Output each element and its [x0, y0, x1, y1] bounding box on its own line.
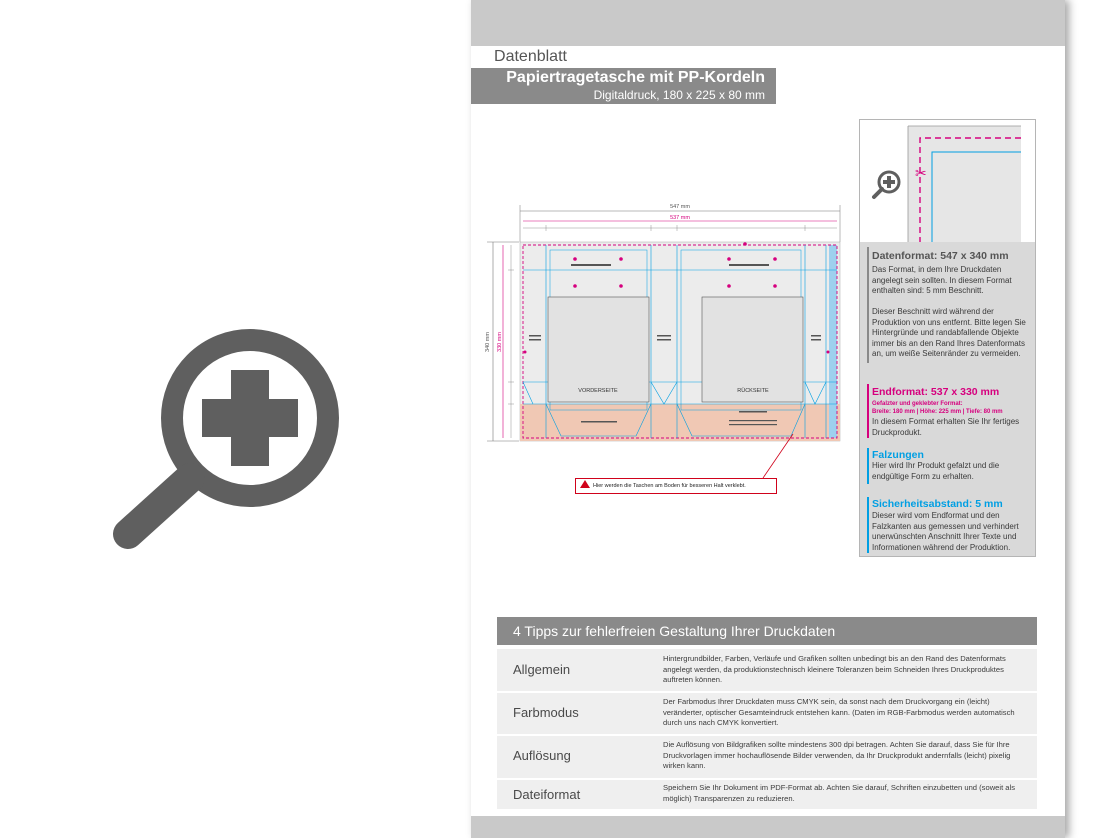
falzungen-marker [867, 448, 869, 484]
endformat-sub2: Breite: 180 mm | Höhe: 225 mm | Tiefe: 80 mm [872, 409, 1003, 415]
tip-row-aufloesung [497, 736, 1037, 780]
warning-text: Hier werden die Taschen am Boden für besseren Halt verklebt. [593, 483, 746, 489]
falzungen-title: Falzungen [872, 449, 924, 461]
tip-label: Auflösung [513, 748, 571, 763]
zoom-preview [860, 120, 1035, 242]
tip-text: Hintergrundbilder, Farben, Verläufe und Grafiken sollten unbedingt bis an den Rand des Datenformats angelegt werden, da produktionstechnisch kleinere Toleranzen beim Schneiden Ihres Druckproduktes auftreten können. [663, 654, 1006, 684]
sicherheit-marker [867, 497, 869, 553]
falzungen-text: Hier wird Ihr Produkt gefalzt und die endgültige Form zu erhalten. [872, 461, 1000, 481]
zoom-in-icon[interactable] [100, 320, 360, 552]
warning-icon [580, 480, 590, 488]
glue-warning-note [575, 478, 777, 494]
datenformat-marker [867, 247, 869, 363]
info-panel [859, 119, 1036, 557]
product-subtitle: Digitaldruck, 180 x 225 x 80 mm [593, 88, 765, 102]
endformat-marker [867, 384, 869, 438]
tips-heading: 4 Tipps zur fehlerfreien Gestaltung Ihrer Druckdaten [497, 617, 1037, 645]
datenformat-title: Datenformat: 547 x 340 mm [872, 250, 1009, 262]
dim-height-total: 340 mm [485, 332, 491, 352]
zoom-in-icon[interactable] [870, 168, 904, 202]
sicherheit-text: Dieser wird vom Endformat und den Falzkanten aus gemessen und verhindert unerwünschten Anschnitt Ihrer Texte und Informationen während der Produktion. [872, 511, 1019, 552]
page-header-band [471, 0, 1065, 46]
sicherheit-title: Sicherheitsabstand: 5 mm [872, 498, 1003, 510]
datenformat-text: Das Format, in dem Ihre Druckdaten angelegt sein sollten. In diesem Format enthalten sind: 5 mm Beschnitt. [872, 265, 1012, 295]
tip-text: Speichern Sie Ihr Dokument im PDF-Format ab. Achten Sie darauf, Schriften einzubetten und (soweit als möglich) Transparenzen zu reduzieren. [663, 783, 1016, 803]
scissors-icon: ✂ [915, 166, 927, 182]
datenformat-text-2: Dieser Beschnitt wird während der Produktion von uns entfernt. Bitte legen Sie Hintergründe und randabfallende Objekte immer bis an den Rand Ihres Datenformats an, um weiße Seitenränder zu vermeiden. [872, 307, 1026, 358]
tip-label: Dateiformat [513, 787, 581, 802]
tip-row-farbmodus [497, 693, 1037, 736]
tip-row-dateiformat [497, 780, 1037, 811]
title-bar [471, 68, 776, 104]
datenblatt-tab: Datenblatt [471, 46, 590, 68]
dim-height-end: 330 mm [497, 332, 503, 352]
back-side-label: RÜCKSEITE [737, 388, 769, 394]
endformat-title: Endformat: 537 x 330 mm [872, 386, 1000, 398]
page-footer-band [471, 816, 1065, 838]
tip-text: Der Farbmodus Ihrer Druckdaten muss CMYK sein, da sonst nach dem Druckvorgang ein (leicht) veränderter, optischer Gesamteindruck entstehen kann. (Daten im RGB-Farbmodus werden automatisch durch uns nach CMYK konvertiert. [663, 697, 1015, 727]
tip-label: Allgemein [513, 662, 571, 677]
product-title: Papiertragetasche mit PP-Kordeln [506, 69, 765, 86]
front-side-label: VORDERSEITE [578, 388, 618, 394]
tip-text: Die Auflösung von Bildgrafiken sollte mindestens 300 dpi betragen. Achten Sie darauf, dass Sie für Ihre Druckvorlagen immer hochauflösende Bilder verwenden, da Ihr Druckprodukt andernfalls (leicht) pixelig wirken kann. [663, 740, 1011, 770]
datasheet-page [471, 0, 1065, 838]
dim-width-end: 537 mm [670, 215, 690, 221]
tip-row-allgemein [497, 649, 1037, 693]
endformat-sub1: Gefalzter und geklebter Format: [872, 401, 963, 407]
tip-label: Farbmodus [513, 705, 579, 720]
bag-layout-drawing [471, 190, 855, 500]
endformat-text: In diesem Format erhalten Sie Ihr fertiges Druckprodukt. [872, 417, 1020, 437]
dim-width-total: 547 mm [670, 204, 690, 210]
